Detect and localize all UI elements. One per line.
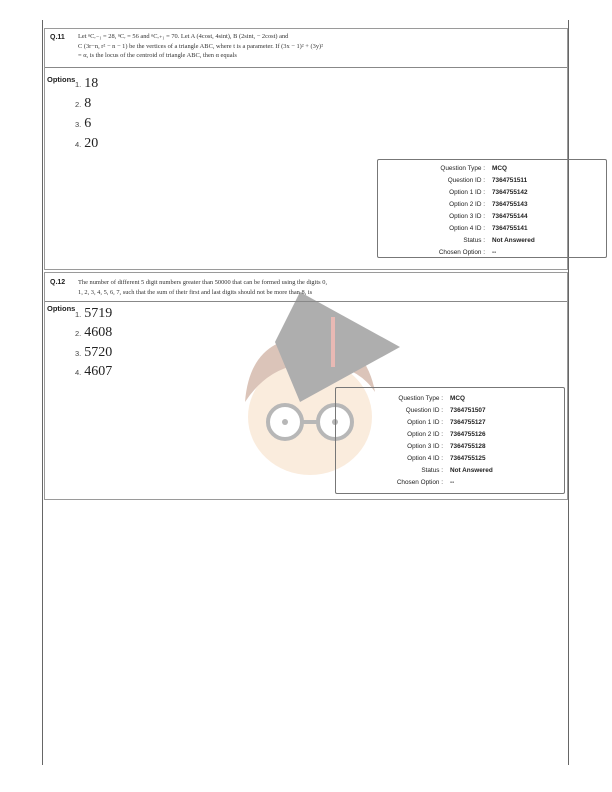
question-text-line: The number of different 5 digit numbers greater than 50000 that can be formed using the digits 0,	[78, 279, 328, 286]
meta-value: 7364755127	[450, 419, 486, 426]
meta-value: 7364755128	[450, 443, 486, 450]
meta-key: Option 4 ID :	[449, 225, 485, 232]
option-number: 1.	[75, 310, 82, 319]
meta-row-question-type	[378, 163, 606, 175]
meta-row-option-4-id	[378, 223, 606, 235]
meta-key: Status :	[463, 237, 485, 244]
option-number: 4.	[75, 368, 82, 377]
meta-value: 7364755144	[492, 213, 528, 220]
question-meta-panel	[335, 387, 565, 494]
meta-row-option-1-id	[336, 417, 564, 429]
meta-value: Not Answered	[450, 467, 493, 474]
meta-row-option-3-id	[336, 441, 564, 453]
meta-value: 7364755126	[450, 431, 486, 438]
page-left-border	[42, 20, 43, 765]
option-value: 4608	[84, 325, 113, 340]
meta-value: MCQ	[492, 165, 507, 172]
question-text	[78, 278, 327, 297]
meta-value: 7364755142	[492, 189, 528, 196]
meta-key: Chosen Option :	[396, 479, 443, 486]
question-meta-panel	[377, 159, 607, 258]
option-value: 8	[84, 96, 92, 111]
meta-key: Question Type :	[440, 165, 485, 172]
options-label: Options	[47, 304, 76, 313]
options-label: Options	[47, 75, 76, 84]
meta-value: Not Answered	[492, 237, 535, 244]
option-value: 5719	[84, 306, 113, 321]
meta-row-option-2-id	[336, 429, 564, 441]
question-text-line: 1, 2, 3, 4, 5, 6, 7, such that the sum of their first and last digits should not be more than 8, is	[78, 288, 313, 296]
option-4	[75, 134, 98, 152]
option-number: 3.	[75, 120, 82, 129]
meta-row-option-1-id	[378, 187, 606, 199]
divider	[45, 301, 567, 302]
option-number: 2.	[75, 100, 82, 109]
question-card-q11	[44, 28, 568, 270]
option-value: 18	[84, 76, 99, 91]
meta-key: Question Type :	[398, 395, 443, 402]
meta-row-question-type	[336, 393, 564, 405]
divider	[45, 67, 567, 68]
meta-row-question-id	[378, 175, 606, 187]
meta-row-status	[378, 235, 606, 247]
page-right-border	[568, 20, 569, 765]
question-text	[78, 32, 323, 61]
meta-key: Status :	[421, 467, 443, 474]
meta-value: 7364755125	[450, 455, 486, 462]
question-number: Q.11	[50, 34, 65, 41]
question-text-line: = α, is the locus of the centroid of triangle ABC, then α equals	[78, 52, 237, 59]
meta-value: 7364755143	[492, 201, 528, 208]
option-1	[75, 304, 112, 322]
question-number: Q.12	[50, 279, 66, 286]
meta-row-question-id	[336, 405, 564, 417]
meta-row-status	[336, 465, 564, 477]
meta-key: Chosen Option :	[438, 249, 485, 256]
question-text-line: C (3r−n, r² − n − 1) be the vertices of a triangle ABC, where t is a parameter. If (3x − 1)² + (3y)²	[78, 42, 324, 50]
question-text-line: Let ⁿCᵣ₋₁ = 28, ⁿCᵣ = 56 and ⁿCᵣ₊₁ = 70. Let A (4cost, 4sint), B (2sint, − 2cost) and	[78, 33, 289, 40]
option-value: 4607	[84, 364, 113, 379]
option-value: 6	[84, 116, 92, 131]
meta-key: Question ID :	[405, 407, 443, 414]
meta-value: --	[450, 479, 455, 486]
meta-key: Question ID :	[447, 177, 485, 184]
meta-key: Option 3 ID :	[407, 443, 443, 450]
meta-value: 7364751507	[450, 407, 486, 414]
option-value: 5720	[84, 345, 113, 360]
option-number: 3.	[75, 349, 82, 358]
option-number: 2.	[75, 329, 82, 338]
option-2	[75, 323, 112, 341]
meta-row-option-4-id	[336, 453, 564, 465]
meta-value: 7364755141	[492, 225, 528, 232]
meta-key: Option 2 ID :	[407, 431, 443, 438]
option-3	[75, 114, 91, 132]
meta-key: Option 4 ID :	[407, 455, 443, 462]
option-4	[75, 362, 112, 380]
option-3	[75, 343, 112, 361]
meta-row-chosen-option	[378, 247, 606, 259]
meta-key: Option 3 ID :	[449, 213, 485, 220]
meta-key: Option 1 ID :	[407, 419, 443, 426]
meta-key: Option 1 ID :	[449, 189, 485, 196]
meta-value: MCQ	[450, 395, 465, 402]
option-number: 4.	[75, 140, 82, 149]
meta-key: Option 2 ID :	[449, 201, 485, 208]
option-value: 20	[84, 136, 99, 151]
meta-value: 7364751511	[492, 177, 528, 184]
option-number: 1.	[75, 80, 82, 89]
option-1	[75, 74, 98, 92]
meta-value: --	[492, 249, 497, 256]
meta-row-chosen-option	[336, 477, 564, 489]
option-2	[75, 94, 91, 112]
meta-row-option-3-id	[378, 211, 606, 223]
meta-row-option-2-id	[378, 199, 606, 211]
question-card-q12	[44, 272, 568, 500]
